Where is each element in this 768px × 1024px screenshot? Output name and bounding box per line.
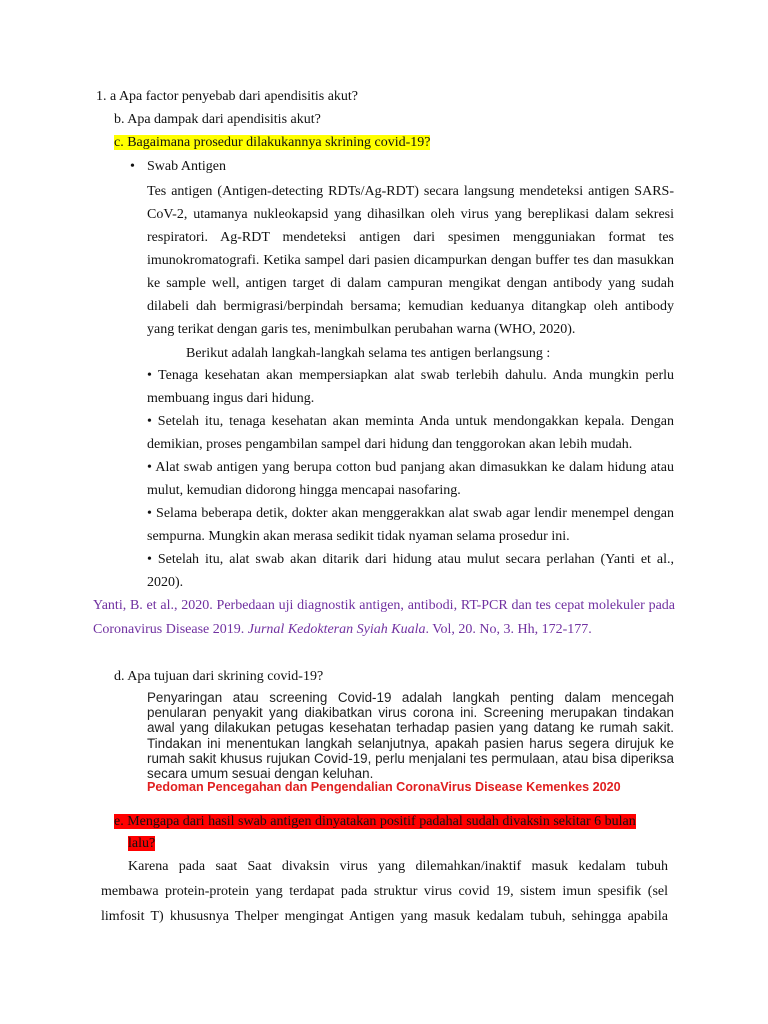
bullet-dot-icon: • [130,159,135,174]
step-item-5: • Setelah itu, alat swab akan ditarik dari hidung atau mulut secara perlahan (Yanti et al., 2020). [147,552,674,590]
reference-text: Yanti, B. et al., 2020. Perbedaan uji diagnostik antigen, antibodi, RT-PCR dan tes cepat molekuler pada Coronavirus Disease 2019. [93,598,675,637]
screening-source: Pedoman Pencegahan dan Pengendalian CoronaVirus Disease Kemenkes 2020 [147,780,621,794]
step-item-3: • Alat swab antigen yang berupa cotton bud panjang akan dimasukkan ke dalam hidung atau mulut, kemudian didorong hingga mencapai nasofaring. [147,460,674,498]
question-1a: 1. a Apa factor penyebab dari apendisitis akut? [96,89,359,104]
question-1c [114,134,430,152]
question-1e-line2 [128,835,155,853]
answer-e-line-1: Karena pada saat Saat divaksin virus yang dilemahkan/inaktif masuk kedalam tubuh [128,859,668,874]
answer-e-line-3: limfosit T) khususnya Thelper mengingat Antigen yang masuk kedalam tubuh, sehingga apabila [101,909,668,924]
step-item-1: • Tenaga kesehatan akan mempersiapkan alat swab terlebih dahulu. Anda mungkin perlu membuang ingus dari hidung. [147,368,674,406]
reference-details: . Vol, 20. No, 3. Hh, 172-177. [425,621,592,637]
screening-paragraph: Penyaringan atau screening Covid-19 adalah langkah penting dalam mencegah penularan penyakit yang diakibatkan virus corona ini. Screening merupakan tindakan awal yang dilakukan petugas kesehatan terhadap pasien yang datang ke rumah sakit. Tindakan ini menentukan langkah selanjutnya, apakah pasien harus segera dirujuk ke rumah sakit khusus rujukan Covid-19, perlu menjalani tes permulaan, atau bisa diperiksa secara umum sesuai dengan keluhan. [147,690,674,782]
question-1c-highlight: c. Bagaimana prosedur dilakukannya skrining covid-19? [114,135,431,150]
reference-citation [93,594,675,641]
steps-intro: Berikut adalah langkah-langkah selama tes antigen berlangsung : [186,346,551,361]
question-1d: d. Apa tujuan dari skrining covid-19? [114,669,324,684]
reference-journal: Jurnal Kedokteran Syiah Kuala [247,621,426,637]
bullet-swab-antigen: Swab Antigen [147,159,226,174]
question-1e-highlight-2: lalu? [128,836,156,851]
step-item-4: • Selama beberapa detik, dokter akan menggerakkan alat swab agar lendir menempel dengan sempurna. Mungkin akan merasa sedikit tidak nyaman selama prosedur ini. [147,506,674,544]
swab-antigen-paragraph: Tes antigen (Antigen-detecting RDTs/Ag-RDT) secara langsung mendeteksi antigen SARS-CoV-2, utamanya nukleokapsid yang dihasilkan oleh virus yang bereplikasi dalam sekresi respiratori. Ag-RDT mendeteksi antigen dari spesimen mengguniakan format tes imunokromatografi. Ketika sampel dari pasien dicampurkan dengan buffer tes dan masukkan ke sample well, antigen target di dalam campuran mengikat dengan antibody yang sudah dilabeli dah bermigrasi/berpindah bersama; kemudian keduanya ditangkap oleh antibody yang terikat dengan garis tes, menimbulkan perubahan warna (WHO, 2020). [147,184,674,337]
answer-e-line-2: membawa protein-protein yang terdapat pada struktur virus covid 19, sistem imun spesifik (sel [101,884,668,899]
question-1e-highlight: e. Mengapa dari hasil swab antigen dinyatakan positif padahal sudah divaksin sekitar 6 bulan [114,814,636,829]
step-item-2: • Setelah itu, tenaga kesehatan akan meminta Anda untuk mendongakkan kepala. Dengan demikian, proses pengambilan sampel dari hidung dan tenggorokan akan lebih mudah. [147,414,674,452]
question-1b: b. Apa dampak dari apendisitis akut? [114,112,321,127]
question-1e-line1 [114,813,636,831]
